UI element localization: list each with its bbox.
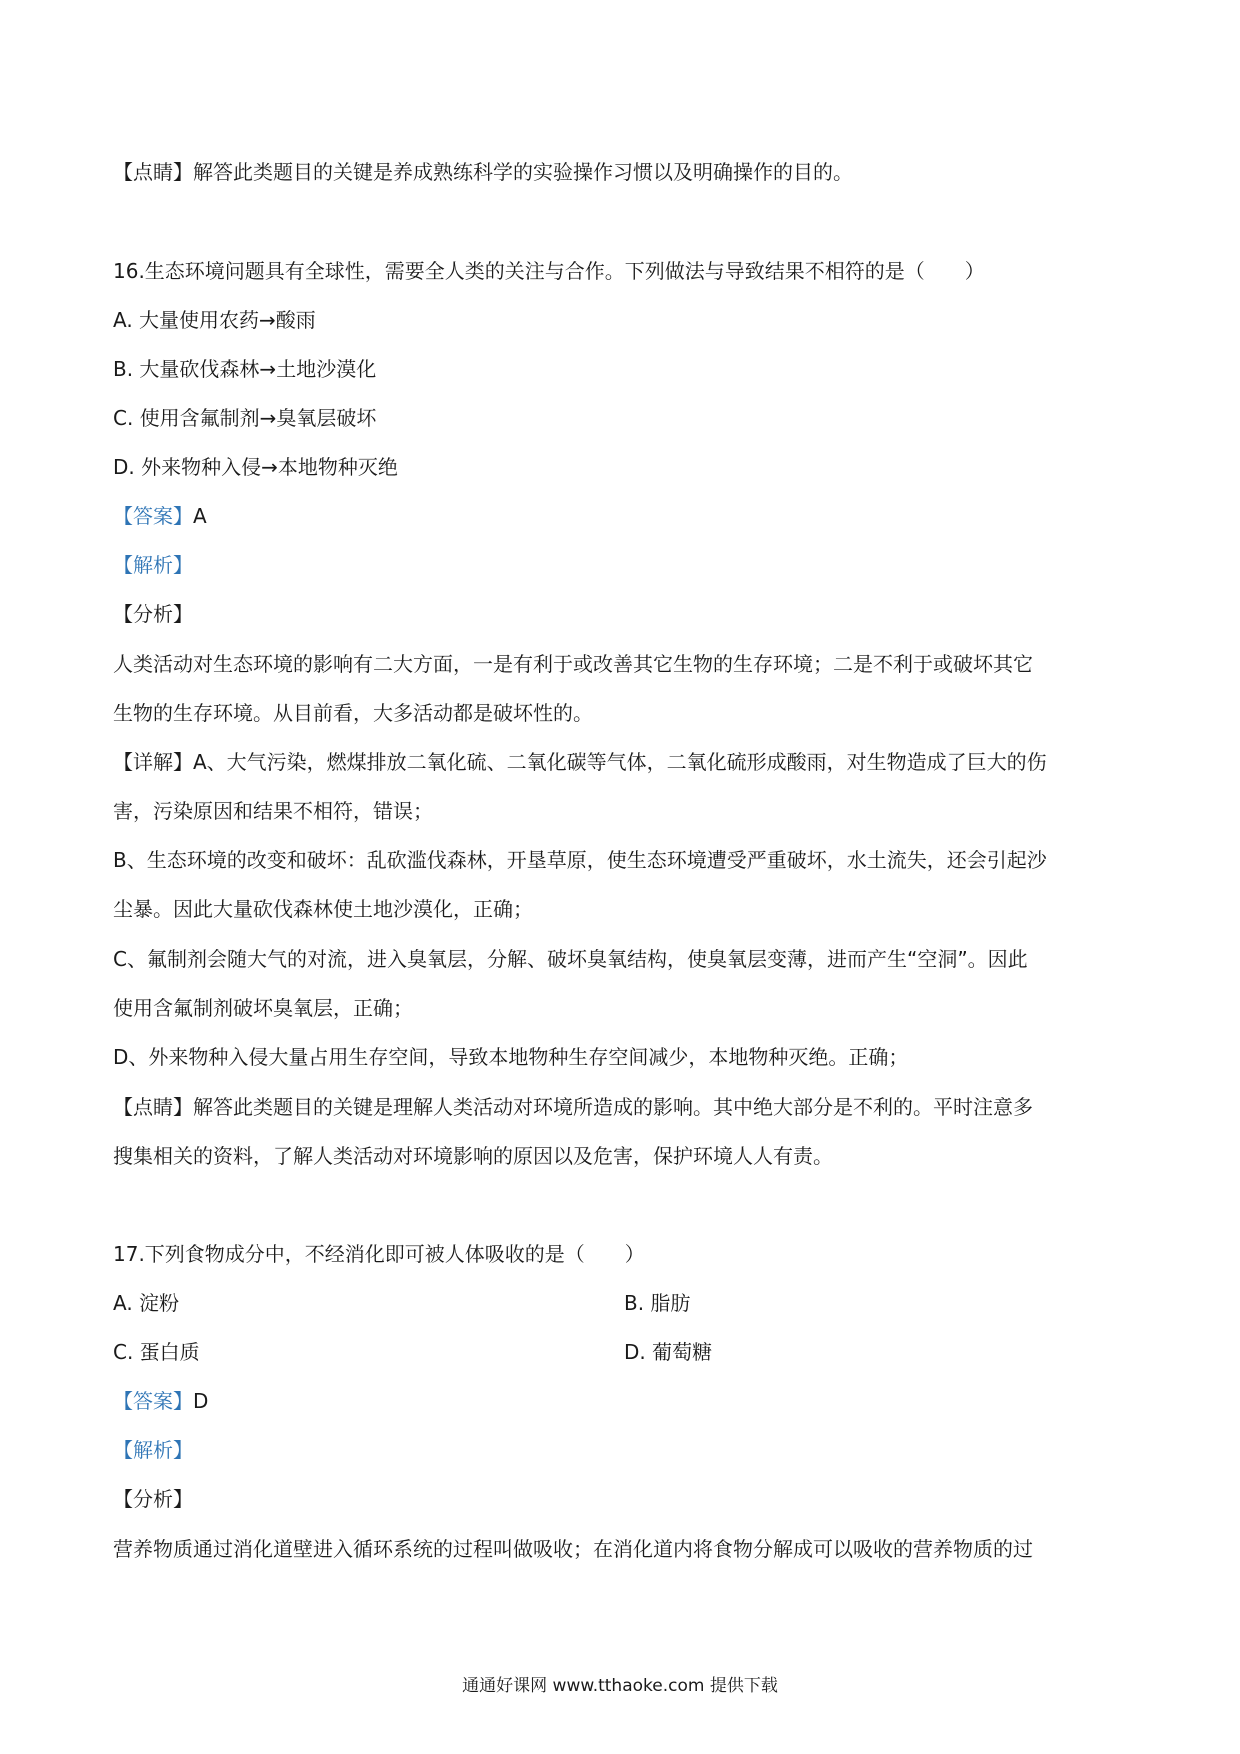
q16-xiangjie-line-2: 害，污染原因和结果不相符，错误；: [113, 799, 433, 823]
q17-option-a: A. 淀粉: [113, 1291, 180, 1315]
dianjing-tag: 【点睛】: [113, 160, 193, 184]
q16-option-d: D. 外来物种入侵→本地物种灭绝: [113, 455, 398, 479]
answer-tag: 【答案】: [113, 1389, 193, 1413]
q16-xiangjie-line-1: [113, 748, 1133, 776]
answer-value: D: [193, 1389, 209, 1413]
q16-dianjing-line-1: [113, 1093, 1133, 1121]
q16-xiangjie-line-5: C、氟制剂会随大气的对流，进入臭氧层，分解、破坏臭氧结构，使臭氧层变薄，进而产生“空洞”。因此: [113, 947, 1028, 971]
q16-xiangjie-line-4: 尘暴。因此大量砍伐森林使土地沙漠化，正确；: [113, 897, 533, 921]
q16-jiexi-tag: 【解析】: [113, 553, 193, 577]
q17-options-row-1: [113, 1289, 1133, 1317]
q17-option-b: B. 脂肪: [624, 1291, 691, 1315]
q16-dianjing-line-2: 搜集相关的资料，了解人类活动对环境影响的原因以及危害，保护环境人人有责。: [113, 1144, 833, 1168]
q16-fenxi-line-1: 人类活动对生态环境的影响有二大方面，一是有利于或改善其它生物的生存环境；二是不利于或破坏其它: [113, 652, 1033, 676]
q16-xiangjie-line-6: 使用含氟制剂破坏臭氧层，正确；: [113, 996, 413, 1020]
q17-options-row-2: [113, 1338, 1133, 1366]
dianjing-tag: 【点睛】: [113, 1095, 193, 1119]
q16-xiangjie-line-3: B、生态环境的改变和破坏：乱砍滥伐森林，开垦草原，使生态环境遭受严重破坏，水土流失，还会引起沙: [113, 848, 1047, 872]
q16-stem: 16.生态环境问题具有全球性，需要全人类的关注与合作。下列做法与导致结果不相符的是（ ）: [113, 259, 985, 283]
q16-fenxi-tag: 【分析】: [113, 602, 193, 626]
answer-tag: 【答案】: [113, 504, 193, 528]
q16-option-b: B. 大量砍伐森林→土地沙漠化: [113, 357, 377, 381]
xiangjie-text: A、大气污染，燃煤排放二氧化硫、二氧化碳等气体，二氧化硫形成酸雨，对生物造成了巨大的伤: [193, 750, 1047, 774]
q17-fenxi-line-1: 营养物质通过消化道壁进入循环系统的过程叫做吸收；在消化道内将食物分解成可以吸收的营养物质的过: [113, 1537, 1033, 1561]
q17-answer: [113, 1387, 1133, 1415]
q17-jiexi-tag: 【解析】: [113, 1438, 193, 1462]
q17-fenxi-tag: 【分析】: [113, 1487, 193, 1511]
q17-stem: 17.下列食物成分中，不经消化即可被人体吸收的是（ ）: [113, 1242, 645, 1266]
page-footer: 通通好课网 www.tthaoke.com 提供下载: [462, 1676, 778, 1696]
q15-dianjing: [113, 158, 1133, 186]
dianjing-text: 解答此类题目的关键是理解人类活动对环境所造成的影响。其中绝大部分是不利的。平时注意多: [193, 1095, 1033, 1119]
q16-xiangjie-line-7: D、外来物种入侵大量占用生存空间，导致本地物种生存空间减少，本地物种灭绝。正确；: [113, 1045, 909, 1069]
q17-option-c: C. 蛋白质: [113, 1340, 200, 1364]
xiangjie-tag: 【详解】: [113, 750, 193, 774]
q16-answer: [113, 502, 1133, 530]
answer-value: A: [193, 504, 207, 528]
q16-option-c: C. 使用含氟制剂→臭氧层破坏: [113, 406, 377, 430]
q16-option-a: A. 大量使用农药→酸雨: [113, 308, 316, 332]
q16-fenxi-line-2: 生物的生存环境。从目前看，大多活动都是破坏性的。: [113, 701, 593, 725]
dianjing-text: 解答此类题目的关键是养成熟练科学的实验操作习惯以及明确操作的目的。: [193, 160, 853, 184]
q17-option-d: D. 葡萄糖: [624, 1340, 713, 1364]
